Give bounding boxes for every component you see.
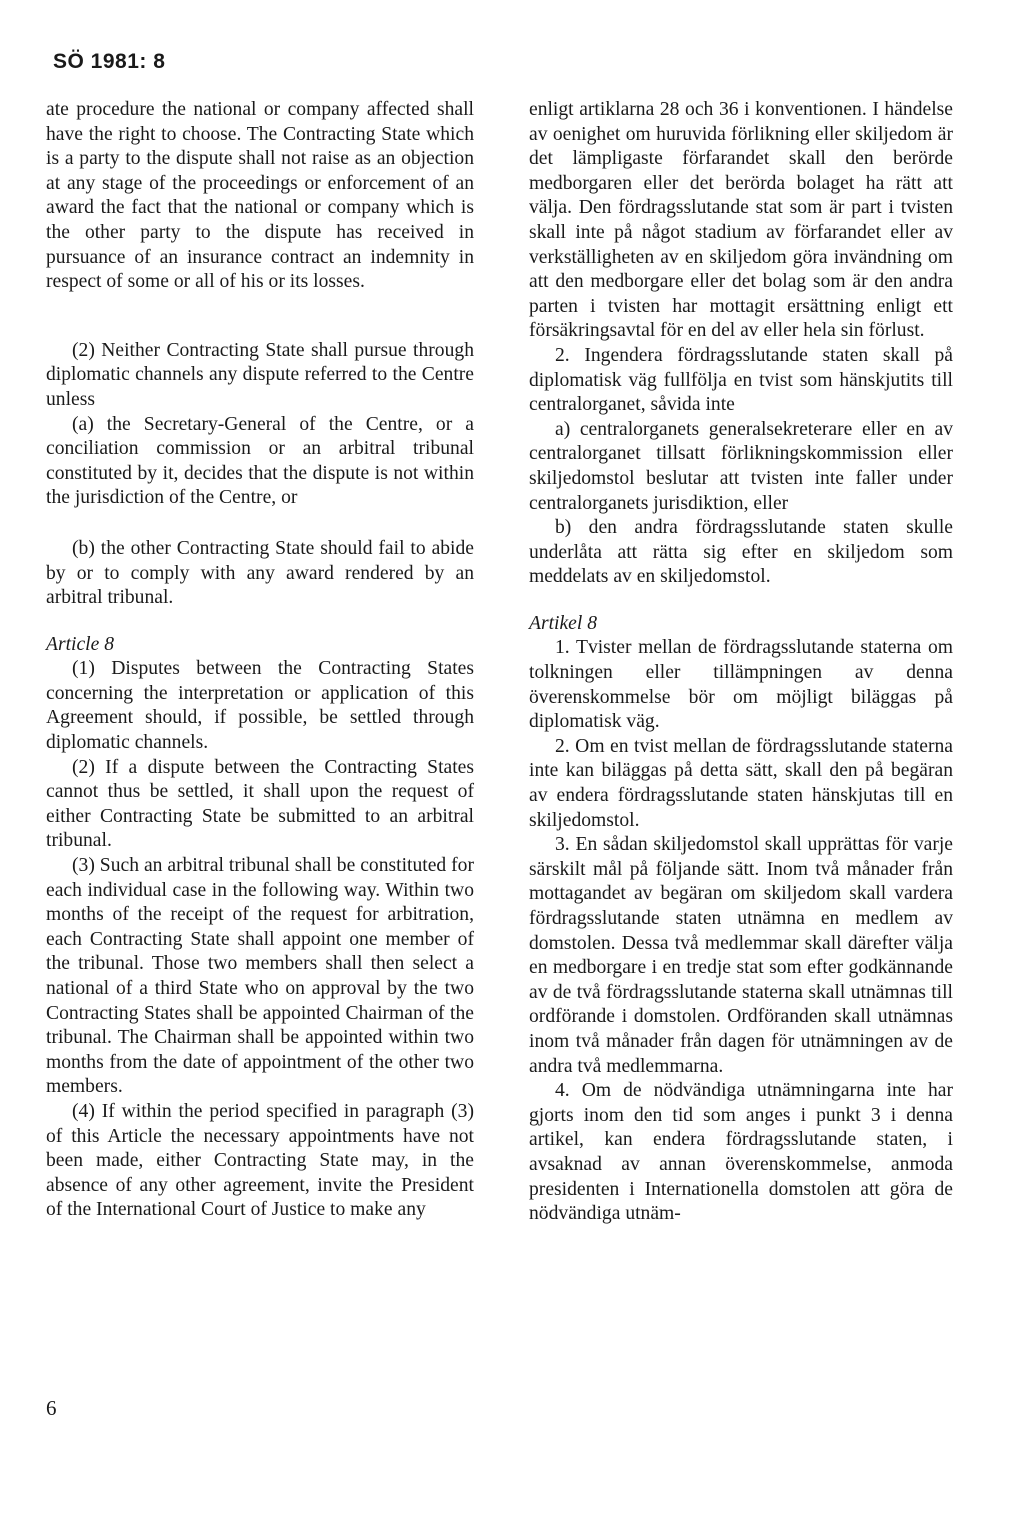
paragraph-2: (2) Neither Contracting State shall pursue through diplomatic channels any dispute referred to the Centre unless bbox=[46, 339, 474, 410]
article-heading: Artikel 8 bbox=[529, 612, 598, 634]
article-8-paragraph-2: 2. Om en tvist mellan de fördragsslutande staterna inte kan biläggas på detta sätt, skall den på begäran av endera fördragsslutande staten hänskjutas till en skiljedomstol. bbox=[529, 735, 953, 831]
article-8-paragraph-4: (4) If within the period specified in paragraph (3) of this Article the necessary appointments have not been made, either Contracting State may, in the absence of any other agreement, invite the President of the International Court of Justice to make any bbox=[46, 1100, 474, 1221]
article-8-paragraph-2: (2) If a dispute between the Contracting States cannot thus be settled, it shall upon the request of either Contracting State be submitted to an arbitral tribunal. bbox=[46, 756, 474, 852]
article-heading: Article 8 bbox=[46, 633, 115, 655]
article-8-paragraph-4: 4. Om de nödvändiga utnämningarna inte har gjorts inom den tid som anges i punkt 3 i denna artikel, kan endera fördragsslutande staten, i avsaknad av annan överenskommelse, anmoda presidenten i Internationella domstolen att göra de nödvändiga utnäm- bbox=[529, 1080, 953, 1225]
paragraph-2a: (a) the Secretary-General of the Centre, or a conciliation commission or an arbitral tribunal constituted by it, decides that the dispute is not within the jurisdiction of the Centre, or bbox=[46, 413, 474, 509]
english-column bbox=[46, 98, 474, 1223]
paragraph-2b: b) den andra fördragsslutande staten skulle underlåta att rätta sig efter en skiljedom som meddelats av en skiljedomstol. bbox=[529, 517, 953, 588]
paragraph-continuation: enligt artiklarna 28 och 36 i konventionen. I händelse av oenighet om huruvida förlikning eller skiljedom är det lämpligaste förfarandet skall den berörde medborgaren eller det berörda bolaget ha rätt att välja. Den fördragsslutande stat som är part i tvisten skall inte på något stadium av förfarandet eller av verkställigheten av en skiljedom göra invändning om att den medborgare eller det bolag som är den andra parten i tvisten har mottagit ersättning enligt ett försäkringsavtal för en del av eller hela sin förlust. bbox=[529, 99, 953, 342]
paragraph-continuation: ate procedure the national or company affected shall have the right to choose. The Contracting State which is a party to the dispute shall not raise as an objection at any stage of the proceedings or enforcement of an award the fact that the national or company which is the other party to the dispute has received in pursuance of an insurance contract an indemnity in respect of some or all of his or its losses. bbox=[46, 99, 474, 293]
article-8-paragraph-1: (1) Disputes between the Contracting States concerning the interpretation or application of this Agreement should, if possible, be settled through diplomatic channels. bbox=[46, 658, 474, 754]
paragraph-2b: (b) the other Contracting State should fail to abide by or to comply with any award rendered by an arbitral tribunal. bbox=[46, 537, 474, 609]
page-header: SÖ 1981: 8 bbox=[53, 50, 166, 73]
swedish-column bbox=[529, 98, 953, 1227]
article-8-paragraph-3: 3. En sådan skiljedomstol skall upprättas för varje särskilt mål på följande sätt. Inom två månader från mottagandet av begäran om skiljedom skall vardera fördragsslutande staten utnämna en medlem av domstolen. Dessa två medlemmar skall därefter välja en medborgare i en tredje stat som efter godkännande av de två fördragsslutande staterna skall utnämnas till ordförande i domstolen. Ordföranden skall utnämnas inom två månader från dagen för utnämningen av de andra två medlemmarna. bbox=[529, 834, 953, 1077]
article-8-paragraph-3: (3) Such an arbitral tribunal shall be constituted for each individual case in the following way. Within two months of the receipt of the request for arbitration, each Contracting State shall appoint one member of the tribunal. Those two members shall then select a national of a third State who on approval by the two Contracting States shall be appointed Chairman of the tribunal. The Chairman shall be appointed within two months from the date of appointment of the other two members. bbox=[46, 855, 474, 1098]
paragraph-2a: a) centralorganets generalsekreterare eller en av centralorganet tillsatt förlikningskommission eller skiljedomstol beslutar att tvisten inte faller under centralorganets jurisdiktion, eller bbox=[529, 418, 953, 514]
article-8-paragraph-1: 1. Tvister mellan de fördragsslutande staterna om tolkningen eller tillämpningen av denna överenskommelse bör om möjligt biläggas på diplomatisk väg. bbox=[529, 637, 953, 733]
page-number: 6 bbox=[46, 1396, 57, 1420]
paragraph-2: 2. Ingendera fördragsslutande staten skall på diplomatisk väg fullfölja en tvist som hänskjutits till centralorganet, såvida inte bbox=[529, 344, 953, 416]
